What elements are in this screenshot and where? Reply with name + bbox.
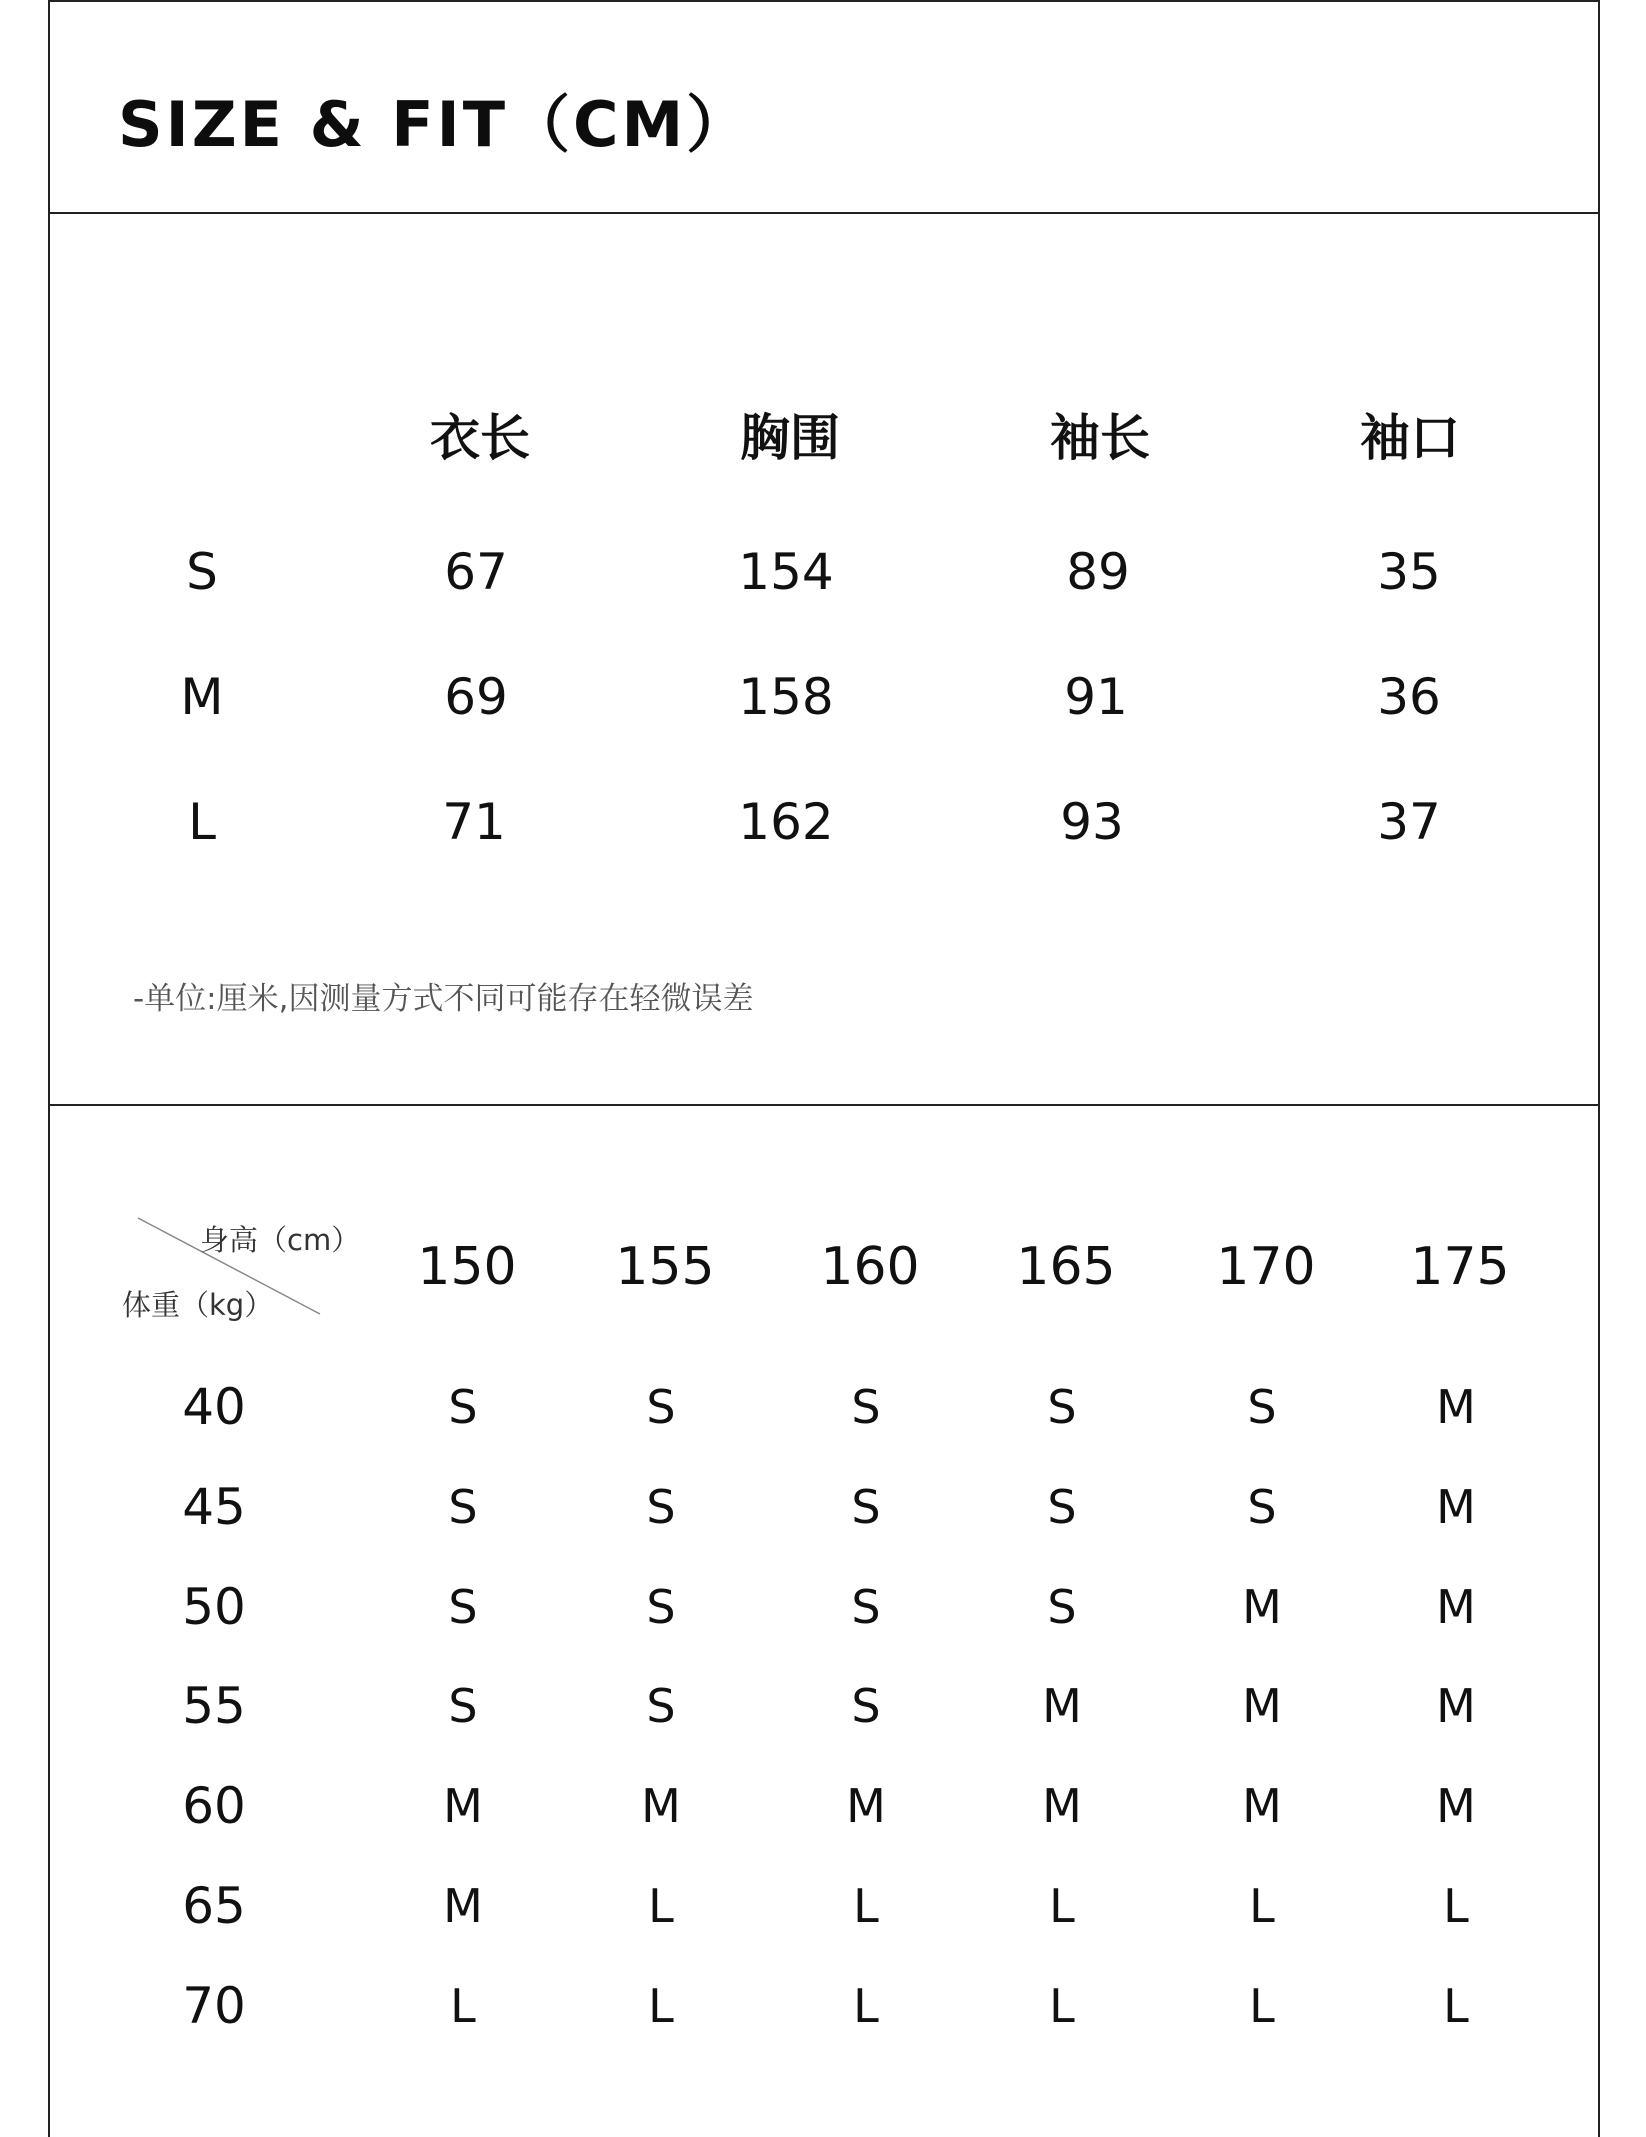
- fit-size-cell: S: [646, 1580, 676, 1634]
- fit-size-cell: M: [1042, 1679, 1082, 1733]
- fit-size-cell: L: [1249, 1979, 1275, 2033]
- table-cell: 35: [1377, 543, 1441, 601]
- table-cell: 37: [1377, 793, 1441, 851]
- row-size-label: M: [180, 668, 224, 726]
- table-cell: 93: [1060, 793, 1124, 851]
- fit-size-cell: M: [846, 1779, 886, 1833]
- fit-size-cell: L: [648, 1879, 674, 1933]
- fit-size-cell: L: [853, 1979, 879, 2033]
- fit-size-cell: M: [1436, 1779, 1476, 1833]
- fit-size-cell: M: [1436, 1679, 1476, 1733]
- weight-row-label: 50: [182, 1578, 246, 1636]
- fit-size-cell: S: [646, 1480, 676, 1534]
- height-column-header: 170: [1216, 1237, 1316, 1297]
- fit-size-cell: L: [450, 1979, 476, 2033]
- weight-row-label: 65: [182, 1877, 246, 1935]
- fit-size-cell: M: [1242, 1779, 1282, 1833]
- fit-size-cell: S: [448, 1380, 478, 1434]
- header-divider: [48, 212, 1600, 214]
- fit-size-cell: M: [1436, 1380, 1476, 1434]
- column-header: 袖长: [1050, 409, 1150, 467]
- fit-size-cell: S: [851, 1380, 881, 1434]
- fit-size-cell: S: [851, 1480, 881, 1534]
- fit-size-cell: L: [1443, 1979, 1469, 2033]
- weight-row-label: 60: [182, 1777, 246, 1835]
- fit-size-cell: S: [1047, 1580, 1077, 1634]
- fit-size-cell: M: [1042, 1779, 1082, 1833]
- column-header: 胸围: [740, 409, 840, 467]
- fit-size-cell: L: [1049, 1979, 1075, 2033]
- column-header: 衣长: [430, 409, 530, 467]
- height-column-header: 150: [417, 1237, 517, 1297]
- height-column-header: 175: [1410, 1237, 1510, 1297]
- fit-size-cell: M: [641, 1779, 681, 1833]
- fit-size-cell: M: [1242, 1580, 1282, 1634]
- corner-weight-label: 体重（kg）: [122, 1288, 274, 1322]
- fit-size-cell: S: [1047, 1480, 1077, 1534]
- corner-height-label: 身高（cm）: [200, 1223, 361, 1257]
- unit-note: -单位:厘米,因测量方式不同可能存在轻微误差: [133, 981, 754, 1017]
- fit-size-cell: L: [648, 1979, 674, 2033]
- fit-size-cell: S: [1247, 1380, 1277, 1434]
- fit-size-cell: M: [1436, 1480, 1476, 1534]
- row-size-label: S: [186, 543, 218, 601]
- fit-size-cell: L: [1049, 1879, 1075, 1933]
- fit-size-cell: S: [1247, 1480, 1277, 1534]
- fit-size-cell: L: [853, 1879, 879, 1933]
- fit-size-cell: M: [443, 1879, 483, 1933]
- table-cell: 71: [442, 793, 506, 851]
- weight-row-label: 70: [182, 1977, 246, 2035]
- page-frame: [48, 0, 1600, 2137]
- page-title: SIZE & FIT（CM）: [118, 88, 752, 161]
- weight-row-label: 55: [182, 1677, 246, 1735]
- table-cell: 91: [1064, 668, 1128, 726]
- fit-size-cell: L: [1249, 1879, 1275, 1933]
- fit-size-cell: S: [1047, 1380, 1077, 1434]
- row-size-label: L: [188, 793, 216, 851]
- fit-size-cell: L: [1443, 1879, 1469, 1933]
- fit-size-cell: M: [1242, 1679, 1282, 1733]
- fit-size-cell: S: [448, 1679, 478, 1733]
- table-cell: 36: [1377, 668, 1441, 726]
- fit-size-cell: M: [1436, 1580, 1476, 1634]
- fit-size-cell: S: [448, 1580, 478, 1634]
- table-cell: 67: [444, 543, 508, 601]
- table-cell: 69: [444, 668, 508, 726]
- height-column-header: 160: [820, 1237, 920, 1297]
- column-header: 袖口: [1360, 409, 1460, 467]
- table-cell: 89: [1066, 543, 1130, 601]
- weight-row-label: 40: [182, 1378, 246, 1436]
- fit-size-cell: S: [448, 1480, 478, 1534]
- weight-row-label: 45: [182, 1478, 246, 1536]
- fit-size-cell: S: [851, 1580, 881, 1634]
- section-divider: [48, 1104, 1600, 1106]
- fit-size-cell: S: [646, 1380, 676, 1434]
- height-column-header: 165: [1016, 1237, 1116, 1297]
- table-cell: 154: [738, 543, 834, 601]
- fit-size-cell: S: [851, 1679, 881, 1733]
- height-column-header: 155: [615, 1237, 715, 1297]
- fit-size-cell: S: [646, 1679, 676, 1733]
- table-cell: 158: [738, 668, 834, 726]
- table-cell: 162: [738, 793, 834, 851]
- fit-size-cell: M: [443, 1779, 483, 1833]
